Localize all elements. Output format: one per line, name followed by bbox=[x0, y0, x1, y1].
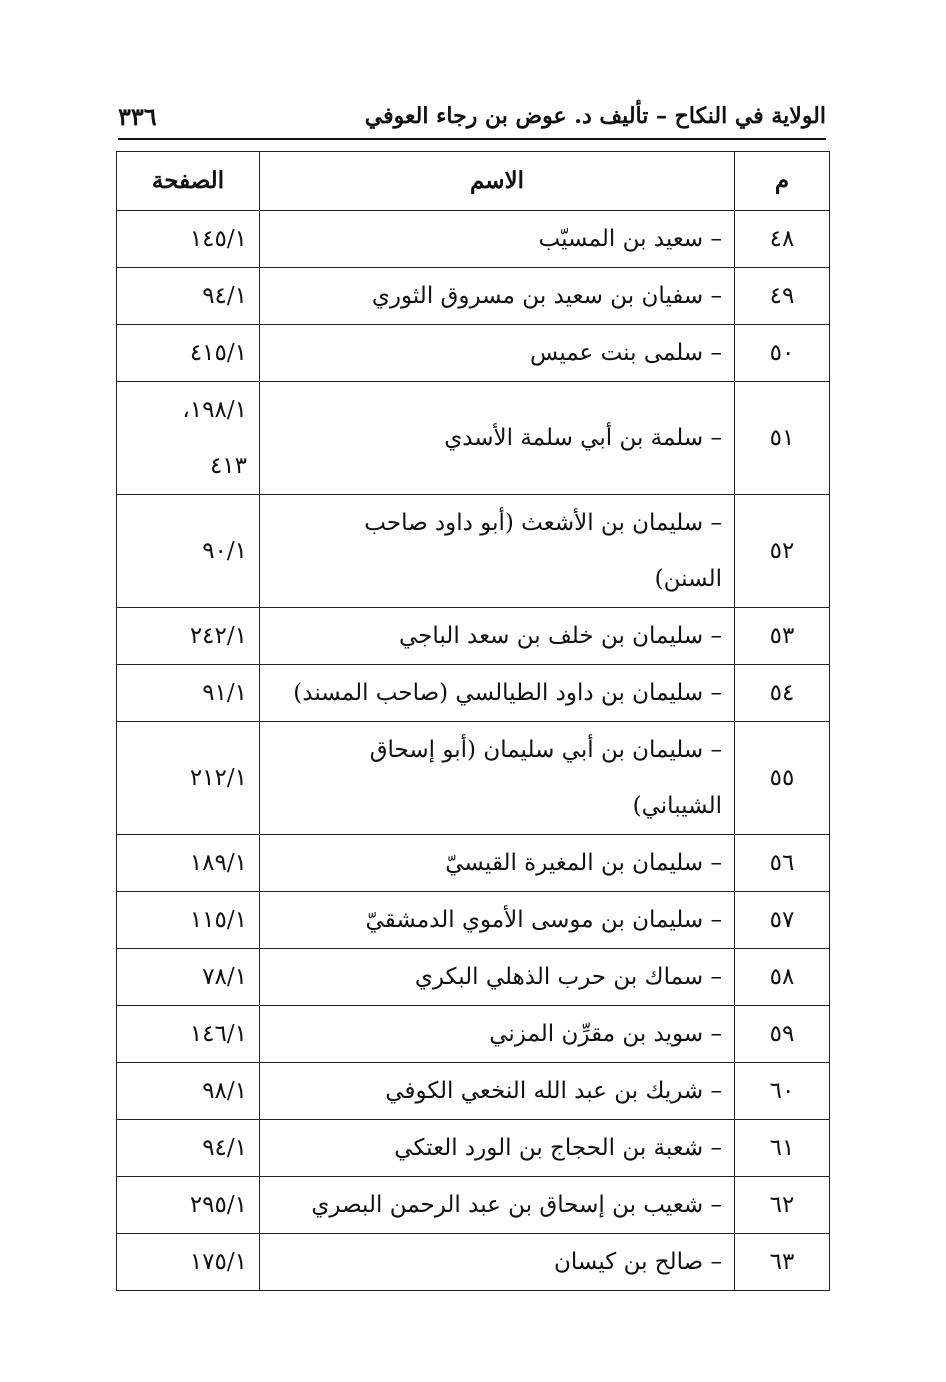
row-number: ٦١ bbox=[735, 1120, 830, 1177]
row-number: ٥٩ bbox=[735, 1006, 830, 1063]
row-number: ٥٥ bbox=[735, 722, 830, 835]
row-page: ٢٩٥/١ bbox=[117, 1177, 260, 1234]
row-name: – شعيب بن إسحاق بن عبد الرحمن البصري bbox=[260, 1177, 735, 1234]
row-page: ٢٤٢/١ bbox=[117, 608, 260, 665]
row-number: ٥٨ bbox=[735, 949, 830, 1006]
row-number: ٥٤ bbox=[735, 665, 830, 722]
table-row bbox=[117, 1177, 830, 1234]
table-row bbox=[117, 211, 830, 268]
row-name: – سليمان بن المغيرة القيسيّ bbox=[260, 835, 735, 892]
row-page: ١٤٦/١ bbox=[117, 1006, 260, 1063]
table-row bbox=[117, 382, 830, 495]
table-row bbox=[117, 495, 830, 608]
row-name: – شعبة بن الحجاج بن الورد العتكي bbox=[260, 1120, 735, 1177]
row-name: – شريك بن عبد الله النخعي الكوفي bbox=[260, 1063, 735, 1120]
row-page: ١٧٥/١ bbox=[117, 1234, 260, 1291]
table-row bbox=[117, 325, 830, 382]
row-name: – سليمان بن داود الطيالسي (صاحب المسند) bbox=[260, 665, 735, 722]
row-name: – سويد بن مقرِّن المزني bbox=[260, 1006, 735, 1063]
row-name: – سليمان بن أبي سليمان (أبو إسحاق الشيباني) bbox=[260, 722, 735, 835]
row-name: – سليمان بن موسى الأموي الدمشقيّ bbox=[260, 892, 735, 949]
table-row bbox=[117, 722, 830, 835]
row-number: ٥٧ bbox=[735, 892, 830, 949]
row-number: ٥١ bbox=[735, 382, 830, 495]
row-name: – سلمة بن أبي سلمة الأسدي bbox=[260, 382, 735, 495]
row-name: – سلمى بنت عميس bbox=[260, 325, 735, 382]
row-number: ٤٩ bbox=[735, 268, 830, 325]
table-header-row bbox=[117, 152, 830, 211]
row-page: ٤١٥/١ bbox=[117, 325, 260, 382]
table-row bbox=[117, 835, 830, 892]
row-number: ٤٨ bbox=[735, 211, 830, 268]
table-row bbox=[117, 1234, 830, 1291]
table-row bbox=[117, 892, 830, 949]
row-page: ٩٤/١ bbox=[117, 268, 260, 325]
row-name: – صالح بن كيسان bbox=[260, 1234, 735, 1291]
table-row bbox=[117, 268, 830, 325]
table-row bbox=[117, 608, 830, 665]
row-name: – سماك بن حرب الذهلي البكري bbox=[260, 949, 735, 1006]
row-number: ٥٠ bbox=[735, 325, 830, 382]
running-header bbox=[118, 96, 826, 136]
table-body bbox=[117, 211, 830, 1291]
row-number: ٥٢ bbox=[735, 495, 830, 608]
book-title: الولاية في النكاح – تأليف د. عوض بن رجاء العوفي bbox=[364, 103, 826, 129]
row-name: – سفيان بن سعيد بن مسروق الثوري bbox=[260, 268, 735, 325]
page-number: ٣٣٦ bbox=[118, 101, 157, 131]
table-row bbox=[117, 1120, 830, 1177]
row-page: ١٨٩/١ bbox=[117, 835, 260, 892]
table-row bbox=[117, 949, 830, 1006]
table-row bbox=[117, 665, 830, 722]
table-row bbox=[117, 1006, 830, 1063]
row-page: ٧٨/١ bbox=[117, 949, 260, 1006]
row-page: ٩٨/١ bbox=[117, 1063, 260, 1120]
column-header-num: م bbox=[735, 152, 830, 211]
row-name: – سعيد بن المسيّب bbox=[260, 211, 735, 268]
table-row bbox=[117, 1063, 830, 1120]
header-rule bbox=[118, 138, 826, 140]
column-header-name: الاسم bbox=[260, 152, 735, 211]
row-number: ٦٣ bbox=[735, 1234, 830, 1291]
row-page: ٩٤/١ bbox=[117, 1120, 260, 1177]
column-header-page: الصفحة bbox=[117, 152, 260, 211]
row-page: ١١٥/١ bbox=[117, 892, 260, 949]
index-table bbox=[116, 151, 830, 1291]
row-name: – سليمان بن خلف بن سعد الباجي bbox=[260, 608, 735, 665]
row-name: – سليمان بن الأشعث (أبو داود صاحب السنن) bbox=[260, 495, 735, 608]
row-page: ٩٠/١ bbox=[117, 495, 260, 608]
row-page: ١٩٨/١، ٤١٣ bbox=[117, 382, 260, 495]
row-number: ٦٢ bbox=[735, 1177, 830, 1234]
row-number: ٥٦ bbox=[735, 835, 830, 892]
row-number: ٦٠ bbox=[735, 1063, 830, 1120]
row-page: ٩١/١ bbox=[117, 665, 260, 722]
row-number: ٥٣ bbox=[735, 608, 830, 665]
row-page: ١٤٥/١ bbox=[117, 211, 260, 268]
row-page: ٢١٢/١ bbox=[117, 722, 260, 835]
